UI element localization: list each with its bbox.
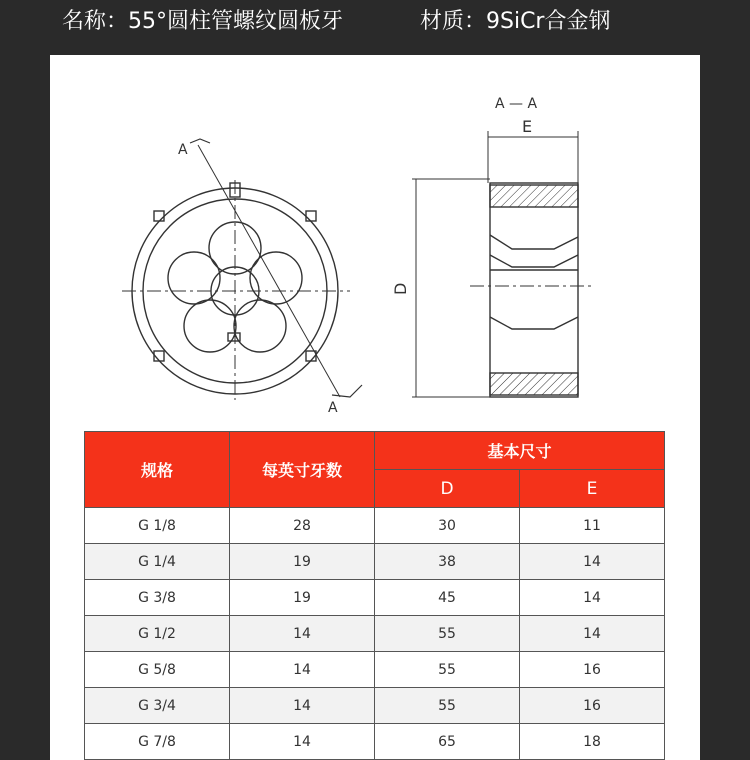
technical-drawing (50, 55, 700, 425)
table-row (85, 688, 665, 724)
section-view (391, 96, 595, 397)
cell-spec: G 1/8 (85, 508, 230, 544)
cell-spec: G 5/8 (85, 652, 230, 688)
table-row (85, 508, 665, 544)
header-basic-size: 基本尺寸 (375, 432, 665, 470)
cell-e: 14 (520, 616, 665, 652)
cell-e: 11 (520, 508, 665, 544)
cell-d: 55 (375, 652, 520, 688)
header-bar (0, 0, 750, 40)
cell-d: 38 (375, 544, 520, 580)
cell-d: 55 (375, 616, 520, 652)
header-spec: 规格 (85, 432, 230, 508)
cell-tpi: 14 (230, 616, 375, 652)
label-a-bottom: A (328, 400, 338, 416)
product-material: 材质：9SiCr合金钢 (420, 9, 611, 34)
cell-tpi: 14 (230, 652, 375, 688)
header-tpi: 每英寸牙数 (230, 432, 375, 508)
cell-tpi: 19 (230, 580, 375, 616)
product-name: 名称：55°圆柱管螺纹圆板牙 (62, 9, 343, 34)
front-view (122, 139, 362, 416)
cell-e: 18 (520, 724, 665, 760)
content-panel (50, 55, 700, 760)
label-d: D (391, 282, 410, 295)
cell-d: 30 (375, 508, 520, 544)
cell-e: 16 (520, 652, 665, 688)
cell-d: 65 (375, 724, 520, 760)
cell-tpi: 19 (230, 544, 375, 580)
cell-tpi: 14 (230, 724, 375, 760)
cell-e: 14 (520, 544, 665, 580)
header-d: D (375, 470, 520, 508)
cell-spec: G 3/4 (85, 688, 230, 724)
cell-spec: G 1/2 (85, 616, 230, 652)
header-e: E (520, 470, 665, 508)
cell-spec: G 3/8 (85, 580, 230, 616)
cell-tpi: 28 (230, 508, 375, 544)
cell-tpi: 14 (230, 688, 375, 724)
table-row (85, 544, 665, 580)
table-row (85, 580, 665, 616)
cell-spec: G 7/8 (85, 724, 230, 760)
label-a-top: A (178, 142, 188, 158)
cell-spec: G 1/4 (85, 544, 230, 580)
table-row (85, 724, 665, 760)
cell-e: 14 (520, 580, 665, 616)
label-e: E (522, 117, 533, 136)
spec-table (84, 431, 665, 760)
cell-d: 55 (375, 688, 520, 724)
cell-d: 45 (375, 580, 520, 616)
table-row (85, 652, 665, 688)
cell-e: 16 (520, 688, 665, 724)
table-row (85, 616, 665, 652)
label-section: A — A (495, 96, 538, 112)
